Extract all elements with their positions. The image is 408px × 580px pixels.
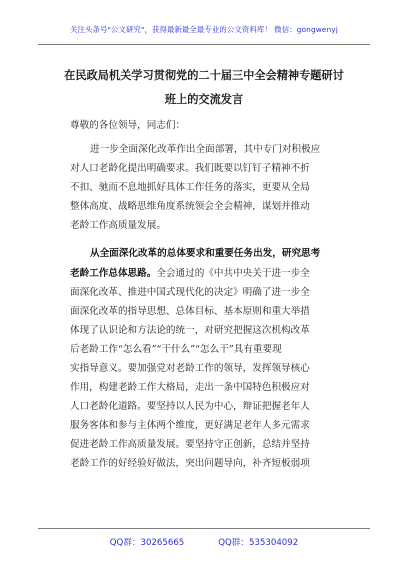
- paragraph-1-line: 对人口老龄化提出明确要求。我们既要以钉钉子精神不折: [70, 163, 310, 174]
- paragraph-2-line: 人口老龄化道路。要坚持以人民为中心，辩证把握老年人: [70, 401, 310, 412]
- header-banner: 关注头条号"公文研究"，获得最新最全最专业的公文资料库！ 微信：gongwenyj: [70, 25, 338, 34]
- document-title-line-1: 在民政局机关学习贯彻党的二十届三中全会精神专题研讨: [64, 68, 344, 82]
- footer-divider: [38, 528, 370, 529]
- document-title-line-2: 班上的交流发言: [164, 92, 244, 106]
- paragraph-2-line: 面深化改革的指导思想、总体目标、基本原则和重大举措: [70, 306, 310, 317]
- paragraph-2-line: 面深化改革、推进中国式现代化的决定》明确了进一步全: [70, 287, 310, 298]
- paragraph-1-line: 老龄工作高质量发展。: [70, 220, 166, 231]
- paragraph-1-line: 进一步全面深化改革作出全面部署，其中专门对积极应: [90, 144, 321, 155]
- paragraph-2-text: 全会通过的《中共中央关于进一步全: [156, 268, 310, 279]
- paragraph-2-line: 作用，构建老龄工作大格局，走出一条中国特色积极应对: [70, 382, 310, 393]
- paragraph-2-line: 后老龄工作“怎么看”“干什么”“怎么干”具有重要现: [70, 344, 282, 355]
- paragraph-2-heading-end: 老龄工作总体思路。: [70, 268, 157, 279]
- paragraph-2-line: 促进老龄工作高质量发展。要坚持守正创新，总结并坚持: [70, 439, 310, 450]
- salutation: 尊敬的各位领导，同志们：: [70, 120, 186, 131]
- paragraph-2-heading-line: 从全面深化改革的总体要求和重要任务出发，研究思考: [90, 248, 321, 259]
- paragraph-1-line: 整体高度、战略思维角度系统领会全会精神，谋划并推动: [70, 201, 310, 212]
- paragraph-2-line: [70, 268, 310, 280]
- paragraph-2-line: 实指导意义。要加强党对老龄工作的领导，发挥领导核心: [70, 363, 310, 374]
- footer-qq-group-1: QQ群：30265665: [109, 538, 185, 548]
- footer-qq-group-2: QQ群：535304092: [218, 538, 299, 548]
- paragraph-2-line: 服务客体和参与主体两个维度，更好满足老年人多元需求: [70, 420, 310, 431]
- paragraph-2-line: 体现了认识论和方法论的统一，对研究把握这次机构改革: [70, 325, 310, 336]
- footer: [0, 536, 408, 548]
- header-divider: [38, 44, 370, 45]
- paragraph-2-line: 老龄工作的好经验好做法，突出问题导向，补齐短板弱项: [70, 458, 310, 469]
- paragraph-1-line: 不扣、驰而不息地抓好具体工作任务的落实，更要从全局: [70, 182, 310, 193]
